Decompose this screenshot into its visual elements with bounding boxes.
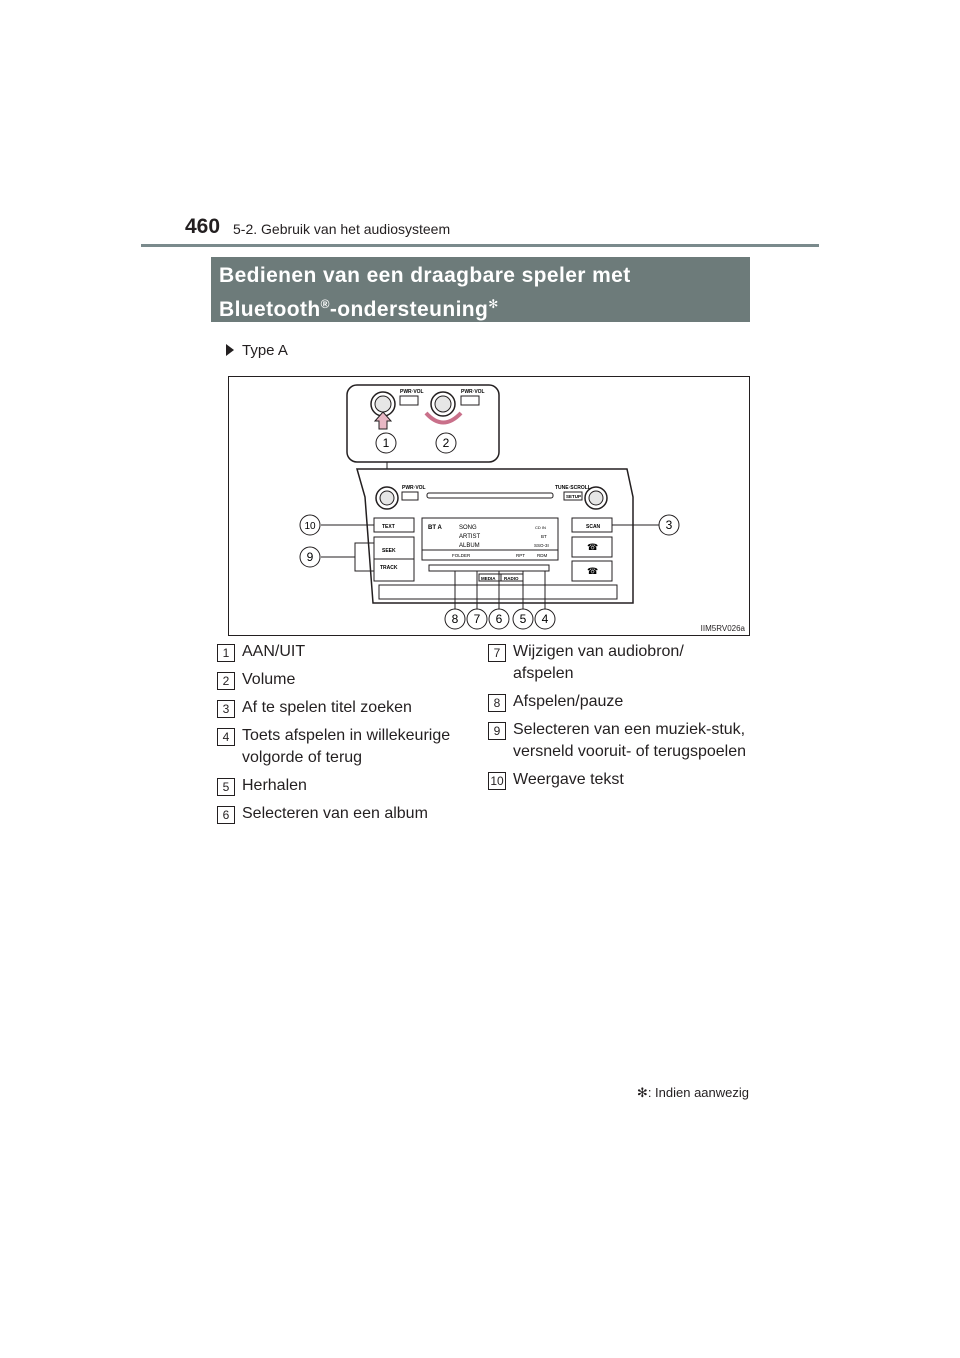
section-title-line1: Bedienen van een draagbare speler met bbox=[219, 264, 631, 287]
running-head: 5-2. Gebruik van het audiosysteem bbox=[233, 221, 451, 237]
legend-text: Weergave tekst bbox=[513, 771, 624, 788]
inset-label-pwr-vol-1: PWR·VOL bbox=[400, 389, 424, 395]
legend-item-3 bbox=[217, 697, 467, 719]
display-bt: BT bbox=[541, 534, 547, 539]
cd-slot bbox=[427, 493, 553, 498]
section-title bbox=[211, 257, 750, 322]
legend-item-1 bbox=[217, 641, 467, 663]
legend-item-6 bbox=[217, 803, 467, 825]
legend-num: 8 bbox=[488, 694, 506, 712]
label-tune-scroll: TUNE·SCROLL bbox=[555, 485, 591, 491]
legend-num: 1 bbox=[217, 644, 235, 662]
display-rdm: RDM bbox=[537, 553, 548, 558]
legend-num: 3 bbox=[217, 700, 235, 718]
display-cd-in: CD IN bbox=[535, 525, 546, 530]
label-scan: SCAN bbox=[586, 524, 601, 530]
legend-text: Selecteren van een album bbox=[242, 805, 428, 822]
display-album: ALBUM bbox=[459, 543, 480, 549]
footnote-text: : Indien aanwezig bbox=[647, 1085, 749, 1100]
inset-label-pwr-vol-2: PWR·VOL bbox=[461, 389, 485, 395]
audio-unit-figure bbox=[228, 376, 750, 636]
type-label-text: Type A bbox=[242, 342, 288, 359]
label-setup: SETUP bbox=[566, 494, 582, 499]
header-rule bbox=[141, 244, 819, 247]
legend-num: 10 bbox=[488, 772, 506, 790]
legend-item-8 bbox=[488, 691, 748, 713]
title-bluetooth: Bluetooth bbox=[219, 298, 321, 321]
legend-text: Afspelen/pauze bbox=[513, 693, 624, 710]
callout-1-label: 1 bbox=[382, 436, 390, 450]
legend-text: Wijzigen van audiobron/ afspelen bbox=[513, 643, 684, 682]
callout-6-label: 6 bbox=[495, 612, 503, 626]
footnote bbox=[637, 1085, 749, 1101]
callout-3-label: 3 bbox=[665, 518, 673, 532]
legend-num: 5 bbox=[217, 778, 235, 796]
callout-7-label: 7 bbox=[473, 612, 481, 626]
label-track: TRACK bbox=[380, 565, 398, 571]
legend-num: 4 bbox=[217, 728, 235, 746]
label-text: TEXT bbox=[382, 524, 395, 530]
callout-4-label: 4 bbox=[541, 612, 549, 626]
display-song: SONG bbox=[459, 525, 477, 531]
callout-5-label: 5 bbox=[519, 612, 527, 626]
title-suffix: -ondersteuning bbox=[329, 298, 489, 321]
inset-eject-button-2 bbox=[461, 396, 479, 405]
eject-button bbox=[402, 492, 418, 500]
display-artist: ARTIST bbox=[459, 534, 481, 540]
legend-num: 9 bbox=[488, 722, 506, 740]
legend-item-10 bbox=[488, 769, 748, 791]
legend-item-4 bbox=[217, 725, 467, 769]
legend-item-7 bbox=[488, 641, 748, 685]
display-rpt: RPT bbox=[516, 553, 525, 558]
legend-text: Selecteren van een muziek-stuk, versneld vooruit- of terugspoelen bbox=[513, 721, 747, 760]
label-seek: SEEK bbox=[382, 548, 396, 554]
label-radio: RADIO bbox=[504, 576, 519, 581]
type-label bbox=[226, 342, 288, 359]
legend-text: Af te spelen titel zoeken bbox=[242, 699, 412, 716]
figure-code: IIM5RV026a bbox=[700, 624, 745, 633]
section-title-line2 bbox=[219, 290, 750, 324]
label-pwr-vol: PWR·VOL bbox=[402, 485, 426, 491]
legend-num: 7 bbox=[488, 644, 506, 662]
callout-8-label: 8 bbox=[451, 612, 459, 626]
triangle-bullet-icon bbox=[226, 344, 234, 356]
legend-text: Toets afspelen in willekeurige volgorde of terug bbox=[242, 727, 451, 766]
callout-2-label: 2 bbox=[442, 436, 450, 450]
label-media: MEDIA bbox=[481, 576, 496, 581]
legend-text: Volume bbox=[242, 671, 296, 688]
legend-text: Herhalen bbox=[242, 777, 307, 794]
registered-mark: ® bbox=[320, 297, 330, 311]
callout-9-label: 9 bbox=[306, 550, 314, 564]
audio-unit-drawing bbox=[229, 377, 749, 635]
legend-item-2 bbox=[217, 669, 467, 691]
asterisk-icon: ✻ bbox=[636, 1085, 648, 1100]
phone-hangup-icon: ☎ bbox=[587, 566, 599, 576]
display-time: SSO-3I bbox=[534, 543, 549, 548]
legend-left bbox=[217, 641, 467, 831]
phone-pickup-icon: ☎ bbox=[587, 542, 599, 552]
legend-item-9 bbox=[488, 719, 748, 763]
callout-10-label: 10 bbox=[304, 521, 316, 532]
legend-num: 2 bbox=[217, 672, 235, 690]
page-number: 460 bbox=[185, 215, 221, 238]
display-source: BT A bbox=[428, 525, 442, 531]
legend-text: AAN/UIT bbox=[242, 643, 306, 660]
legend-item-5 bbox=[217, 775, 467, 797]
asterisk-icon: ✻ bbox=[488, 297, 499, 311]
legend-num: 6 bbox=[217, 806, 235, 824]
inset-eject-button-1 bbox=[400, 396, 418, 405]
preset-button-row bbox=[429, 565, 549, 571]
display-folder: FOLDER bbox=[452, 553, 471, 558]
legend-right bbox=[488, 641, 748, 797]
